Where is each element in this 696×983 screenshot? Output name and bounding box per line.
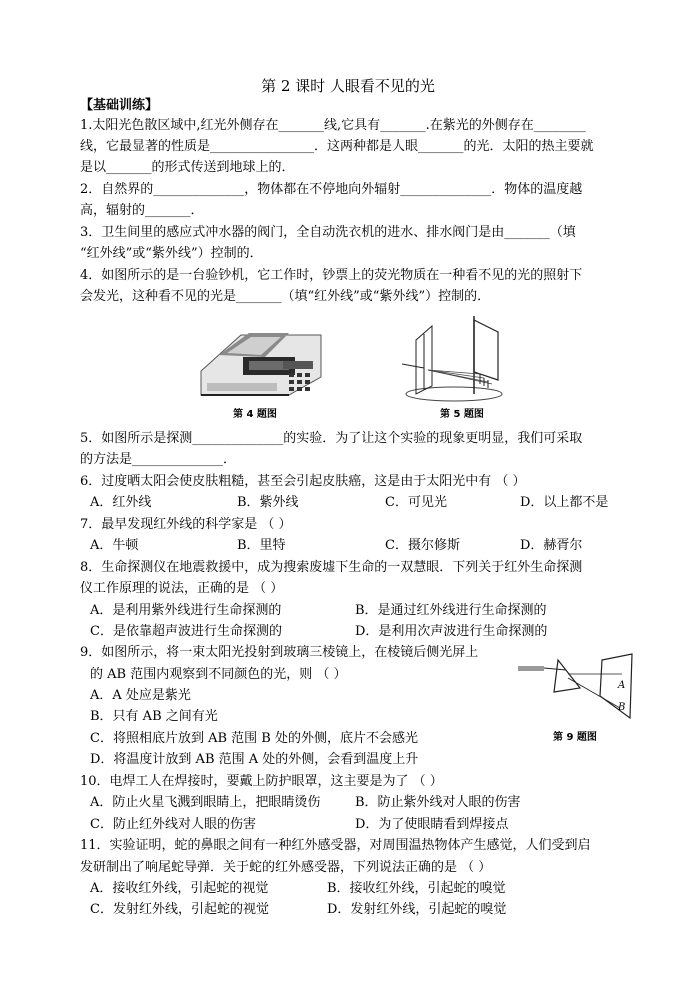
question-10-option-c: C．防止红外线对人眼的伤害 <box>90 817 256 832</box>
question-11-line-2: 发研制出了响尾蛇导弹．关于蛇的红外感受器，下列说法正确的是 （ ） <box>80 860 492 875</box>
question-5-line-1: 5．如图所示是探测______________的实验．为了让这个实验的现象更明显，我们可采取 <box>80 431 583 446</box>
question-11-line-1: 11．实验证明，蛇的鼻眼之间有一种红外感受器，对周围温热物体产生感觉，人们受到启 <box>80 838 591 853</box>
question-10-option-a: A．防止火星飞溅到眼睛上，把眼睛烫伤 <box>90 795 321 810</box>
question-7-option-d: D．赫胥尔 <box>520 538 583 553</box>
page-title: 第 2 课时 人眼看不见的光 <box>261 77 435 95</box>
question-8-option-c: C．是依靠超声波进行生命探测的 <box>90 624 282 639</box>
question-1-line-2: 线，它最显著的性质是________________．这两种都是人眼_______的光．太阳的热主要就 <box>80 139 594 154</box>
question-8-option-a: A．是利用紫外线进行生命探测的 <box>90 603 282 618</box>
fig4-caption: 第 4 题图 <box>233 409 277 420</box>
question-7-option-c: C．摄尔修斯 <box>385 538 460 553</box>
fig9-label-b: B <box>618 702 626 713</box>
question-6-option-d: D．以上都不是 <box>520 495 609 510</box>
question-10-option-b: B．防止紫外线对人眼的伤害 <box>355 795 521 810</box>
question-4-line-1: 4．如图所示的是一台验钞机，它工作时，钞票上的荧光物质在一种看不见的光的照射下 <box>80 268 583 283</box>
question-6-option-c: C．可见光 <box>385 495 447 510</box>
fig5-prism-experiment-diagram <box>402 312 506 404</box>
fig5-caption: 第 5 题图 <box>440 409 484 420</box>
question-6-stem: 6．过度晒太阳会使皮肤粗糙，甚至会引起皮肤癌，这是由于太阳光中有 （ ） <box>80 474 526 489</box>
question-4-line-2: 会发光，这种看不见的光是_______（填“红外线”或“紫外线”）控制的． <box>80 289 491 304</box>
question-9-option-b: B．只有 AB 之间有光 <box>90 709 218 724</box>
question-11-option-c: C．发射红外线，引起蛇的视觉 <box>90 902 269 917</box>
fig9-label-a: A <box>618 680 626 691</box>
question-10-stem: 10．电焊工人在焊接时，要戴上防护眼罩，这主要是为了 （ ） <box>80 774 443 789</box>
question-8-line-1: 8．生命探测仪在地震救援中，成为搜索废墟下生命的一双慧眼．下列关于红外生命探测 <box>80 560 583 575</box>
question-11-option-d: D．发射红外线，引起蛇的嗅觉 <box>327 902 507 917</box>
fig9-prism-screen-diagram <box>518 652 636 726</box>
question-6-option-b: B．紫外线 <box>237 495 299 510</box>
question-10-option-d: D．为了使眼睛看到焊接点 <box>355 817 509 832</box>
question-7-stem: 7．最早发现红外线的科学家是 （ ） <box>80 517 292 532</box>
question-5-line-2: 的方法是______________． <box>80 452 237 467</box>
question-3-line-1: 3．卫生间里的感应式冲水器的阀门，全自动洗衣机的进水、排水阀门是由_______（填 <box>80 225 576 240</box>
question-7-option-a: A．牛顿 <box>90 538 139 553</box>
question-9-option-d: D．将温度计放到 AB 范围 A 处的外侧，会看到温度上升 <box>90 752 419 767</box>
fig9-caption: 第 9 题图 <box>553 732 597 743</box>
question-2-line-1: 2．自然界的______________，物体都在不停地向外辐射______________．物体的温度越 <box>80 182 583 197</box>
question-9-line-2: 的 AB 范围内观察到不同颜色的光，则 （ ） <box>90 667 347 682</box>
question-7-option-b: B．里特 <box>237 538 286 553</box>
question-2-line-2: 高，辐射的_______． <box>80 203 204 218</box>
question-9-option-c: C．将照相底片放到 AB 范围 B 处的外侧，底片不会感光 <box>90 731 418 746</box>
question-11-option-b: B．接收红外线，引起蛇的嗅觉 <box>327 881 506 896</box>
question-8-option-b: B．是通过红外线进行生命探测的 <box>355 603 547 618</box>
question-11-option-a: A．接收红外线，引起蛇的视觉 <box>90 881 269 896</box>
question-1-line-3: 是以_______的形式传送到地球上的． <box>80 160 295 175</box>
question-6-option-a: A．红外线 <box>90 495 152 510</box>
question-9-line-1: 9．如图所示，将一束太阳光投射到玻璃三棱镜上，在棱镜后侧光屏上 <box>80 645 479 660</box>
question-9-option-a: A．A 处应是紫光 <box>90 688 191 703</box>
question-1-line-1: 1.太阳光色散区域中,红光外侧存在_______线,它具有_______.在紫光的外侧存在________ <box>80 118 586 133</box>
question-3-line-2: “红外线”或“紫外线”）控制的． <box>80 246 263 261</box>
section-heading: 【基础训练】 <box>80 98 159 113</box>
question-8-line-2: 仪工作原理的说法，正确的是 （ ） <box>80 581 284 596</box>
fig4-banknote-counter-image <box>197 327 325 399</box>
question-8-option-d: D．是利用次声波进行生命探测的 <box>355 624 548 639</box>
